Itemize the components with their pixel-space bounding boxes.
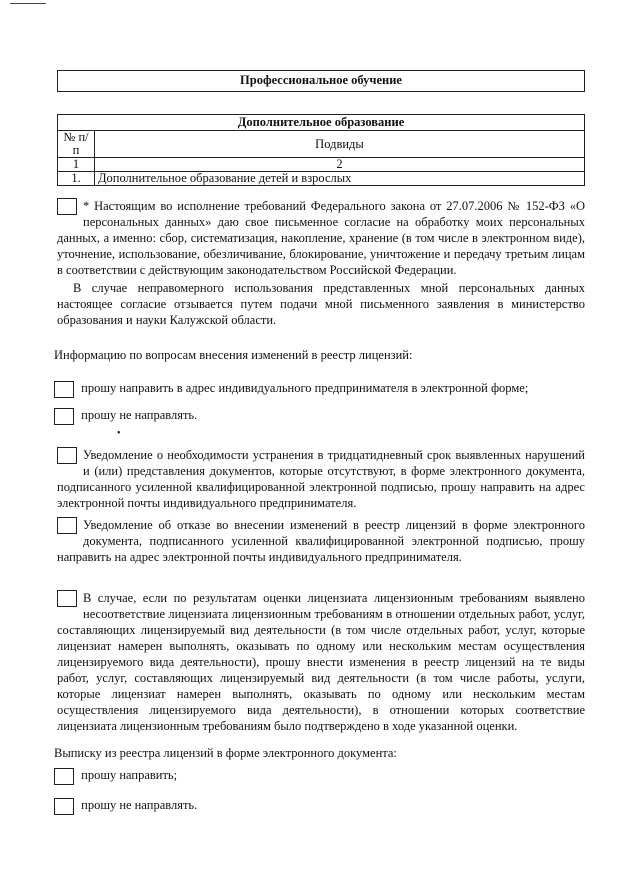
notice-refusal-text: Уведомление об отказе во внесении изменений в реестр лицензий в форме электронного документа, подписанного усиленной квалифицированной электронной подписью, прошу направить на адрес электронной почты индивидуального предпринимателя. xyxy=(57,518,585,564)
consent-checkbox[interactable] xyxy=(57,198,77,215)
consent-revocation-paragraph: В случае неправомерного использования представленных мной персональных данных настоящее согласие отзывается путем подачи мной письменного заявления в министерство образования и науки Калужской области. xyxy=(57,281,585,327)
row-text: Дополнительное образование детей и взрослых xyxy=(95,172,585,186)
info-nosend-label: прошу не направлять. xyxy=(81,408,198,422)
info-option-nosend xyxy=(54,406,594,425)
notice-violations-text: Уведомление о необходимости устранения в тридцатидневный срок выявленных нарушений и (или) представления документов, которые отсутствуют, в форме электронного документа, подписанного усиленной квалифицированной электронной подписью, прошу направить на адрес электронной почты индивидуального предпринимателя. xyxy=(57,448,585,510)
assessment-text: В случае, если по результатам оценки лицензиата лицензионным требованиям выявлено несоответствие лицензиата лицензионным требованиям в отношении отдельных работ, услуг, составляющих лицензируемый вид деятельности (в том числе отдельных работ, услуг, которые лицензиат намерен выполнять, оказывать по одному или нескольким местам осуществления лицензируемого вида деятельности), прошу внести изменения в реестр лицензий на те виды работ, услуг, составляющих лицензируемый вид деятельности (в том числе работы, услуги, которые лицензиат намерен выполнять, оказывать по одному или нескольким местам осуществления лицензируемого вида деятельности), в отношении которых соответствие лицензиата лицензионным требованиям было подтверждено в ходе указанной оценки. xyxy=(57,591,585,733)
info-heading: Информацию по вопросам внесения изменений в реестр лицензий: xyxy=(54,348,413,362)
notice-refusal-checkbox[interactable] xyxy=(57,517,77,534)
column-number-header: № п/п xyxy=(58,131,95,158)
table-row xyxy=(58,172,585,186)
assessment-checkbox[interactable] xyxy=(57,590,77,607)
extract-heading: Выписку из реестра лицензий в форме электронного документа: xyxy=(54,746,397,760)
extract-option-send xyxy=(54,766,594,785)
consent-block xyxy=(57,198,585,328)
index-cell-2: 2 xyxy=(95,158,585,172)
extract-option-nosend xyxy=(54,796,594,815)
notice-violations-block xyxy=(57,447,585,511)
info-nosend-checkbox[interactable] xyxy=(54,408,74,425)
section-title: Профессиональное обучение xyxy=(57,70,585,92)
table-header: Дополнительное образование xyxy=(58,115,585,131)
info-option-send xyxy=(54,379,594,398)
extract-send-checkbox[interactable] xyxy=(54,768,74,785)
info-send-checkbox[interactable] xyxy=(54,381,74,398)
activity-table xyxy=(57,114,585,186)
top-edge-line xyxy=(10,3,46,4)
notice-violations-checkbox[interactable] xyxy=(57,447,77,464)
stray-dot: • xyxy=(117,428,121,439)
column-subtypes-header: Подвиды xyxy=(95,131,585,158)
notice-refusal-block xyxy=(57,517,585,565)
extract-send-label: прошу направить; xyxy=(81,768,178,782)
index-cell-1: 1 xyxy=(58,158,95,172)
assessment-block xyxy=(57,590,585,734)
info-send-label: прошу направить в адрес индивидуального предпринимателя в электронной форме; xyxy=(81,381,529,395)
row-number: 1. xyxy=(58,172,95,186)
consent-paragraph: * Настоящим во исполнение требований Федерального закона от 27.07.2006 № 152-ФЗ «О персональных данных» даю свое письменное согласие на обработку моих персональных данных, а именно: сбор, систематизация, накопление, хранение (в том числе в электронном виде), уточнение, использование, обезличивание, блокирование, уничтожение и передачу третьим лицам в соответствии с действующим законодательством Российской Федерации. xyxy=(57,199,585,277)
extract-nosend-label: прошу не направлять. xyxy=(81,798,198,812)
extract-nosend-checkbox[interactable] xyxy=(54,798,74,815)
